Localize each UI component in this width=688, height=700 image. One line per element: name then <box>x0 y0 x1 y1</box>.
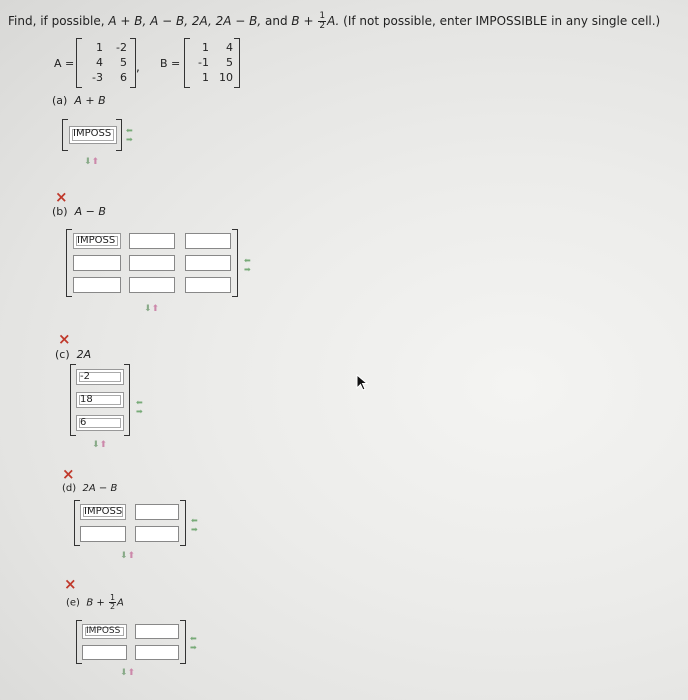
answer-cell-d[interactable] <box>80 526 126 542</box>
answer-cell-b[interactable] <box>129 277 175 293</box>
matrix-b-cell: 5 <box>226 56 233 69</box>
answer-matrix-a <box>62 119 122 151</box>
answer-cell-d[interactable] <box>135 526 179 542</box>
question-text <box>8 12 660 31</box>
answer-cell-b[interactable] <box>185 255 231 271</box>
answer-matrix-c <box>70 364 130 436</box>
part-b-label: (b) A − B <box>52 205 106 218</box>
matrix-a-cell: 5 <box>120 56 127 69</box>
answer-cell-a[interactable]: IMPOSS <box>69 126 117 144</box>
part-a-label: (a) A + B <box>52 94 106 107</box>
answer-cell-b[interactable]: IMPOSS <box>73 233 121 249</box>
answer-cell-b[interactable] <box>129 233 175 249</box>
question-prefix: Find, if possible, <box>8 14 105 28</box>
answer-cell-b[interactable] <box>73 255 121 271</box>
matrix-b-cell: 10 <box>219 71 233 84</box>
question-ops: A + B, A − B, 2A, 2A − B, <box>108 14 262 28</box>
question-note: (If not possible, enter IMPOSSIBLE in any single cell.) <box>343 14 661 28</box>
question-and: and <box>264 14 288 28</box>
matrix-b-cell: 4 <box>226 41 233 54</box>
column-resize-icon[interactable]: ⬅ ➡ <box>244 256 250 274</box>
answer-matrix-d <box>74 500 186 546</box>
answer-cell-c[interactable]: 6 <box>76 415 124 431</box>
question-last-a: A. <box>327 14 340 28</box>
matrix-b-cell: 1 <box>202 41 209 54</box>
row-resize-icon[interactable]: ⬇⬆ <box>144 304 160 314</box>
column-resize-icon[interactable]: ⬅ ➡ <box>190 634 196 652</box>
matrix-a-label: A = <box>54 57 75 70</box>
matrix-a-cell: 6 <box>120 71 127 84</box>
answer-cell-e[interactable] <box>135 645 179 660</box>
column-resize-icon[interactable]: ⬅ ➡ <box>191 516 197 534</box>
matrix-a-cell: 1 <box>96 41 103 54</box>
answer-cell-c[interactable]: -2 <box>76 369 124 385</box>
row-resize-icon[interactable]: ⬇⬆ <box>84 157 100 167</box>
part-d-label: (d) 2A − B <box>62 483 118 494</box>
matrix-b <box>184 38 240 88</box>
matrix-a-cell: 4 <box>96 56 103 69</box>
mouse-cursor-icon <box>356 374 370 392</box>
answer-cell-b[interactable] <box>185 233 231 249</box>
answer-cell-c[interactable]: 18 <box>76 392 124 408</box>
answer-cell-e[interactable] <box>135 624 179 639</box>
row-resize-icon[interactable]: ⬇⬆ <box>92 440 108 450</box>
matrix-b-label: B = <box>160 57 181 70</box>
answer-cell-e[interactable]: IMPOSS <box>82 624 127 639</box>
part-c-label: (c) 2A <box>55 348 92 361</box>
wrong-icon: × <box>64 575 77 593</box>
row-resize-icon[interactable]: ⬇⬆ <box>120 551 136 561</box>
question-fraction: $\frac{1}{2}$ <box>319 11 326 31</box>
matrix-a-cell: -3 <box>92 71 103 84</box>
part-e-label: (e) B + $\frac{1}{2}$ A <box>66 593 124 611</box>
answer-cell-d[interactable] <box>135 504 179 520</box>
matrix-a-cell: -2 <box>116 41 127 54</box>
answer-cell-d[interactable]: IMPOSS <box>80 504 126 520</box>
answer-matrix-e <box>76 620 186 664</box>
wrong-icon: × <box>62 465 75 483</box>
answer-matrix-b <box>66 229 238 297</box>
answer-cell-b[interactable] <box>73 277 121 293</box>
row-resize-icon[interactable]: ⬇⬆ <box>120 668 136 678</box>
matrix-b-cell: 1 <box>202 71 209 84</box>
answer-cell-b[interactable] <box>129 255 175 271</box>
answer-cell-e[interactable] <box>82 645 127 660</box>
matrix-a <box>76 38 136 88</box>
wrong-icon: × <box>58 330 71 348</box>
comma: , <box>136 60 140 74</box>
column-resize-icon[interactable]: ⬅ ➡ <box>136 398 142 416</box>
matrix-b-cell: -1 <box>198 56 209 69</box>
wrong-icon: × <box>55 188 68 206</box>
answer-cell-b[interactable] <box>185 277 231 293</box>
column-resize-icon[interactable]: ⬅ ➡ <box>126 126 132 144</box>
question-last-b: B + <box>291 14 314 28</box>
